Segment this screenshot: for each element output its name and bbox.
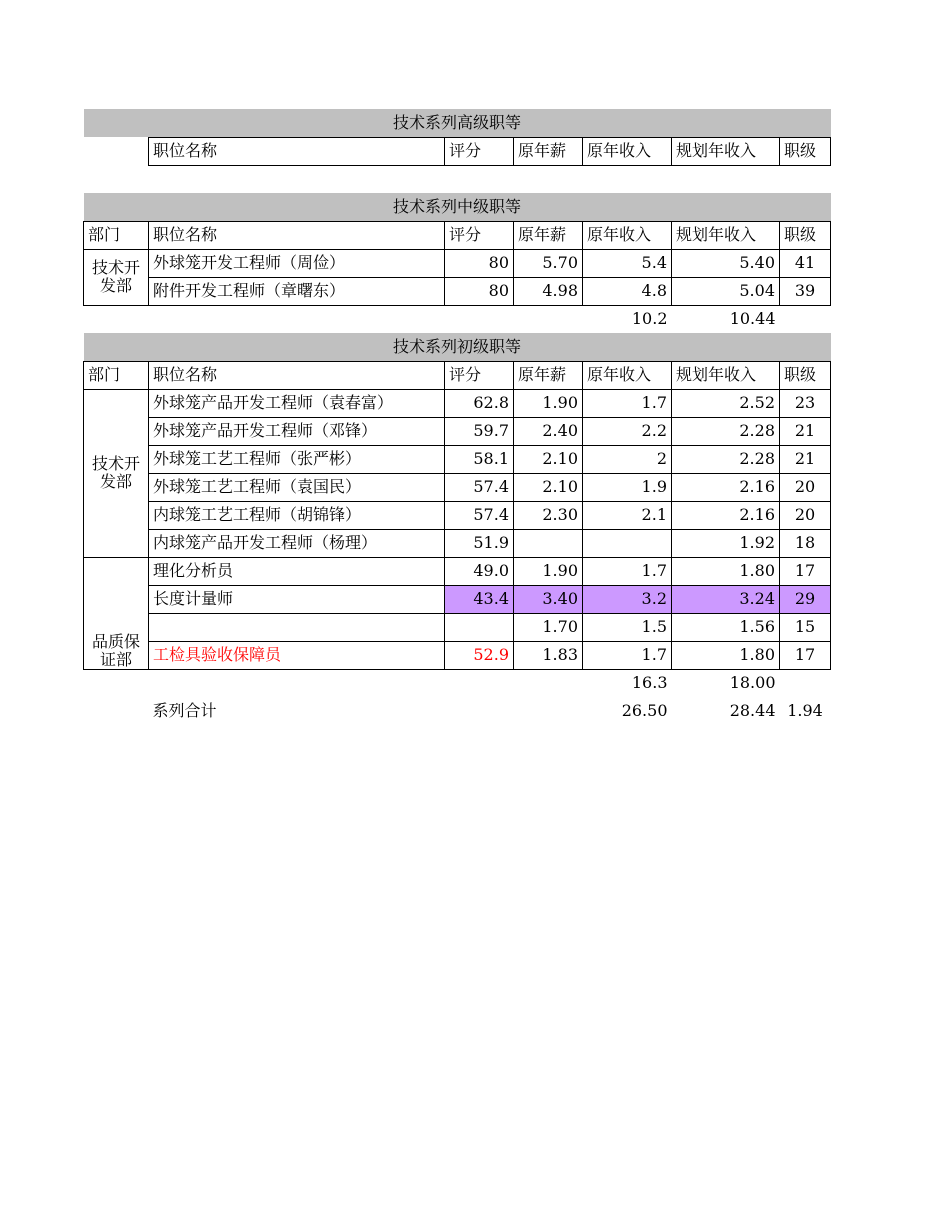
header-income: 原年收入 (583, 221, 672, 249)
cell-income: 4.8 (583, 277, 672, 305)
cell-score: 51.9 (445, 529, 514, 557)
cell-salary: 1.70 (514, 613, 583, 641)
junior-title: 技术系列初级职等 (84, 333, 831, 361)
cell-name: 长度计量师 (149, 585, 445, 613)
header-score: 评分 (445, 221, 514, 249)
cell-salary: 2.30 (514, 501, 583, 529)
header-level: 职级 (780, 221, 831, 249)
cell-income: 2 (583, 445, 672, 473)
table-row (84, 277, 831, 305)
header-level: 职级 (780, 137, 831, 165)
cell-score: 62.8 (445, 389, 514, 417)
header-dept: 部门 (84, 361, 149, 389)
cell-plan: 2.16 (672, 473, 780, 501)
senior-header-row (84, 137, 831, 165)
cell-level: 17 (780, 557, 831, 585)
cell-level: 20 (780, 473, 831, 501)
subtotal-plan: 10.44 (729, 309, 776, 329)
cell-level: 20 (780, 501, 831, 529)
series-total-ratio: 1.94 (787, 701, 823, 720)
cell-score: 80 (445, 249, 514, 277)
cell-income: 2.2 (583, 417, 672, 445)
cell-plan: 1.80 (672, 641, 780, 669)
header-salary: 原年薪 (514, 137, 583, 165)
cell-salary: 2.40 (514, 417, 583, 445)
series-total-row (84, 697, 831, 725)
cell-plan: 2.28 (672, 445, 780, 473)
cell-income: 1.7 (583, 389, 672, 417)
senior-title: 技术系列高级职等 (84, 109, 831, 137)
cell-score: 59.7 (445, 417, 514, 445)
header-dept: 部门 (84, 221, 149, 249)
header-income: 原年收入 (583, 137, 672, 165)
header-name: 职位名称 (149, 137, 445, 165)
cell-income: 5.4 (583, 249, 672, 277)
table-row (84, 445, 831, 473)
cell-name: 外球笼开发工程师（周俭） (149, 249, 445, 277)
dept-cell: 品质保证部 (84, 557, 149, 669)
cell-score: 57.4 (445, 501, 514, 529)
table-row (84, 417, 831, 445)
cell-plan: 2.28 (672, 417, 780, 445)
header-score: 评分 (445, 361, 514, 389)
cell-name: 外球笼工艺工程师（袁国民） (149, 473, 445, 501)
cell-plan: 5.04 (672, 277, 780, 305)
cell-name: 外球笼工艺工程师（张严彬） (149, 445, 445, 473)
header-salary: 原年薪 (514, 221, 583, 249)
series-total-label: 系列合计 (152, 701, 217, 720)
header-level: 职级 (780, 361, 831, 389)
junior-header-row (84, 361, 831, 389)
header-plan: 规划年收入 (672, 221, 780, 249)
cell-score: 57.4 (445, 473, 514, 501)
section-title-row (84, 333, 831, 361)
cell-level: 21 (780, 417, 831, 445)
header-plan: 规划年收入 (672, 137, 780, 165)
table-row (84, 557, 831, 585)
cell-salary: 5.70 (514, 249, 583, 277)
cell-score: 52.9 (445, 641, 514, 669)
table-row (84, 389, 831, 417)
cell-score (445, 613, 514, 641)
header-salary: 原年薪 (514, 361, 583, 389)
section-title-row (84, 193, 831, 221)
subtotal-row (84, 669, 831, 697)
cell-name: 内球笼产品开发工程师（杨理） (149, 529, 445, 557)
series-total-plan: 28.44 (729, 701, 776, 720)
table-row (84, 249, 831, 277)
header-score: 评分 (445, 137, 514, 165)
cell-name: 附件开发工程师（章曙东） (149, 277, 445, 305)
table-row (84, 473, 831, 501)
cell-plan: 1.80 (672, 557, 780, 585)
cell-plan: 1.56 (672, 613, 780, 641)
cell-level: 21 (780, 445, 831, 473)
dept-cell: 技术开发部 (84, 389, 149, 557)
cell-level: 17 (780, 641, 831, 669)
cell-plan: 1.92 (672, 529, 780, 557)
cell-level: 15 (780, 613, 831, 641)
subtotal-income: 16.3 (631, 673, 668, 693)
header-plan: 规划年收入 (672, 361, 780, 389)
cell-plan: 2.52 (672, 389, 780, 417)
cell-plan: 3.24 (672, 585, 780, 613)
cell-score: 58.1 (445, 445, 514, 473)
section-title-row (84, 109, 831, 137)
cell-name: 外球笼产品开发工程师（邓锋） (149, 417, 445, 445)
cell-name: 外球笼产品开发工程师（袁春富） (149, 389, 445, 417)
table-row (84, 613, 831, 641)
header-name: 职位名称 (149, 221, 445, 249)
header-income: 原年收入 (583, 361, 672, 389)
cell-name: 工检具验收保障员 (149, 641, 445, 669)
cell-salary (514, 529, 583, 557)
cell-income: 1.5 (583, 613, 672, 641)
middle-header-row (84, 221, 831, 249)
table-row (84, 641, 831, 669)
cell-level: 29 (780, 585, 831, 613)
cell-salary: 1.90 (514, 389, 583, 417)
cell-plan: 2.16 (672, 501, 780, 529)
spreadsheet (83, 109, 830, 725)
cell-name: 内球笼工艺工程师（胡锦锋） (149, 501, 445, 529)
cell-income: 1.9 (583, 473, 672, 501)
table-row (84, 585, 831, 613)
cell-score: 80 (445, 277, 514, 305)
middle-title: 技术系列中级职等 (84, 193, 831, 221)
cell-name: 理化分析员 (149, 557, 445, 585)
cell-salary: 1.83 (514, 641, 583, 669)
subtotal-row (84, 305, 831, 333)
subtotal-plan: 18.00 (729, 673, 776, 693)
cell-salary: 4.98 (514, 277, 583, 305)
cell-income: 2.1 (583, 501, 672, 529)
cell-level: 41 (780, 249, 831, 277)
cell-income: 1.7 (583, 557, 672, 585)
cell-salary: 1.90 (514, 557, 583, 585)
cell-income: 3.2 (583, 585, 672, 613)
cell-score: 43.4 (445, 585, 514, 613)
cell-score: 49.0 (445, 557, 514, 585)
series-total-income: 26.50 (621, 701, 668, 720)
dept-cell: 技术开发部 (84, 249, 149, 305)
table-row (84, 529, 831, 557)
cell-name (149, 613, 445, 641)
cell-salary: 3.40 (514, 585, 583, 613)
cell-salary: 2.10 (514, 473, 583, 501)
subtotal-income: 10.2 (631, 309, 668, 329)
cell-level: 23 (780, 389, 831, 417)
cell-income: 1.7 (583, 641, 672, 669)
header-name: 职位名称 (149, 361, 445, 389)
cell-salary: 2.10 (514, 445, 583, 473)
cell-level: 18 (780, 529, 831, 557)
cell-level: 39 (780, 277, 831, 305)
cell-plan: 5.40 (672, 249, 780, 277)
cell-income (583, 529, 672, 557)
table-row (84, 501, 831, 529)
salary-table (83, 109, 831, 725)
